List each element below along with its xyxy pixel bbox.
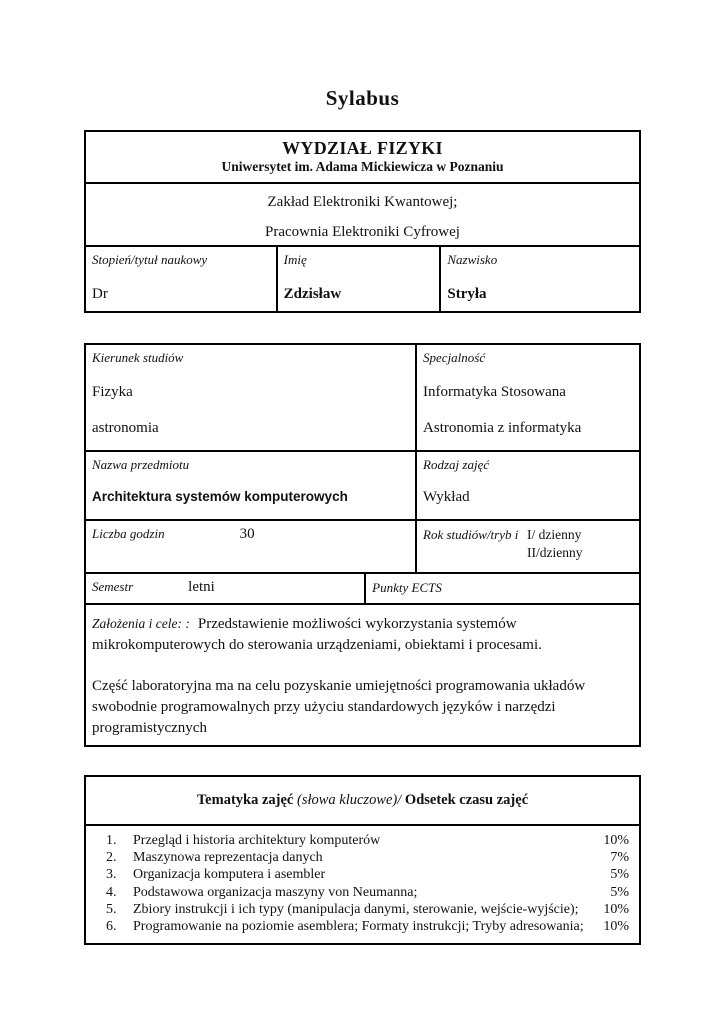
field-of-study-value-1: Fizyka [92, 384, 133, 400]
topics-header-row [86, 777, 639, 824]
topic-number: 5. [106, 901, 117, 917]
topic-item [106, 866, 629, 883]
course-name-row [86, 450, 639, 519]
topic-percent: 10% [603, 919, 629, 935]
first-name-cell [276, 247, 440, 311]
year-mode-value-1: I/ dzienny [527, 527, 582, 542]
topics-header-percent: Odsetek czasu zajęć [404, 792, 529, 808]
topics-table [84, 775, 641, 945]
specialization-cell [415, 345, 639, 450]
topic-item [106, 849, 629, 866]
faculty-name: WYDZIAŁ FIZYKI [282, 138, 443, 158]
topic-item [106, 901, 629, 918]
department-row [86, 182, 639, 245]
document-content [84, 0, 641, 945]
first-name-label: Imię [283, 252, 307, 267]
semester-cell [86, 574, 364, 603]
topics-list [86, 824, 639, 943]
goals-text-1: Przedstawienie możliwości wykorzystania systemów mikrokomputerowych do sterowania urządzeniami, obiektami i procesami. [92, 616, 542, 653]
field-specialization-row [86, 345, 639, 450]
semester-label: Semestr [92, 579, 134, 594]
topics-header-title: Tematyka zajęć [196, 792, 294, 808]
topic-percent: 10% [603, 901, 629, 917]
last-name-cell [439, 247, 639, 311]
goals-paragraph-2 [92, 676, 629, 739]
semester-value: letni [188, 579, 215, 595]
degree-cell [86, 247, 276, 311]
field-of-study-value-2: astronomia [92, 420, 159, 436]
university-name: Uniwersytet im. Adama Mickiewicza w Poznaniu [221, 159, 504, 174]
ects-label: Punkty ECTS [372, 580, 442, 595]
degree-value: Dr [92, 286, 108, 302]
department-line2: Pracownia Elektroniki Cyfrowej [265, 224, 460, 240]
course-name-label: Nazwa przedmiotu [92, 457, 190, 472]
field-of-study-cell [86, 345, 415, 450]
topic-percent: 7% [610, 850, 629, 866]
topic-text: Maszynowa reprezentacja danych [133, 850, 323, 866]
goals-text-2: Część laboratoryjna ma na celu pozyskanie umiejętności programowania układów swobodnie programowalnych przy użyciu standardowych języków i narzędzi programistycznych [92, 678, 586, 736]
topic-number: 6. [106, 919, 117, 935]
ects-cell [364, 574, 639, 603]
topic-number: 3. [106, 867, 117, 883]
year-mode-value-2: II/dzienny [527, 545, 583, 560]
topic-text: Podstawowa organizacja maszyny von Neumanna; [133, 884, 418, 900]
hours-year-row [86, 519, 639, 572]
course-type-value: Wykład [423, 489, 470, 505]
topic-text: Zbiory instrukcji i ich typy (manipulacja danymi, sterowanie, wejście-wyjście); [133, 901, 579, 917]
last-name-label: Nazwisko [447, 252, 498, 267]
goals-label: Założenia i cele: : [92, 616, 190, 631]
page-title: Sylabus [325, 86, 400, 110]
year-mode-label: Rok studiów/tryb i [423, 527, 519, 542]
faculty-header-row [86, 132, 639, 182]
person-row [86, 245, 639, 311]
header-table [84, 130, 641, 313]
course-type-label: Rodzaj zajęć [423, 457, 490, 472]
topics-header-keywords: (słowa kluczowe)/ [296, 792, 402, 808]
topic-item [106, 832, 629, 849]
semester-ects-row [86, 572, 639, 603]
year-mode-cell [415, 521, 639, 572]
field-of-study-label: Kierunek studiów [92, 350, 184, 365]
hours-label: Liczba godzin [92, 526, 165, 541]
topic-item [106, 918, 629, 935]
topic-item [106, 884, 629, 901]
hours-cell [86, 521, 415, 572]
specialization-label: Specjalność [423, 350, 486, 365]
last-name-value: Stryła [447, 286, 487, 302]
first-name-value: Zdzisław [283, 286, 342, 302]
topic-text: Programowanie na poziomie asemblera; Formaty instrukcji; Tryby adresowania; [133, 919, 584, 935]
topic-number: 1. [106, 833, 117, 848]
topic-number: 2. [106, 850, 117, 866]
hours-value: 30 [239, 526, 255, 542]
topic-text: Organizacja komputera i asembler [133, 867, 326, 883]
course-type-cell [415, 452, 639, 519]
goals-row [86, 603, 639, 745]
year-mode-values [527, 526, 582, 568]
topic-number: 4. [106, 884, 117, 900]
specialization-value-1: Informatyka Stosowana [423, 384, 566, 400]
course-name-cell [86, 452, 415, 519]
specialization-value-2: Astronomia z informatyka [423, 420, 582, 436]
course-table [84, 343, 641, 747]
topic-percent: 5% [610, 884, 629, 900]
department-line1: Zakład Elektroniki Kwantowej; [267, 194, 458, 210]
goals-paragraph-1 [92, 613, 629, 656]
topic-percent: 5% [610, 867, 629, 883]
topic-percent: 10% [603, 833, 629, 848]
topic-text: Przegląd i historia architektury komputerów [133, 833, 381, 848]
degree-label: Stopień/tytuł naukowy [92, 252, 208, 267]
course-name-value: Architektura systemów komputerowych [92, 489, 348, 504]
